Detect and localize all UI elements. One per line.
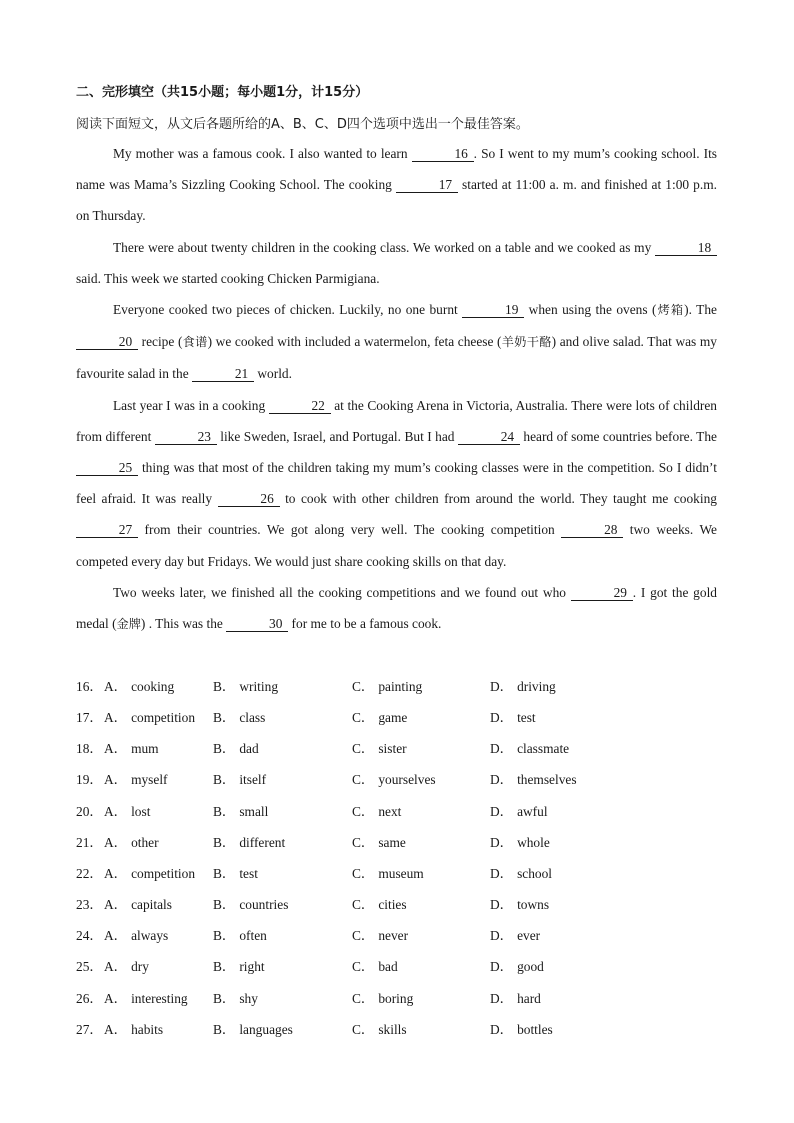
passage-text: said. This week we started cooking Chicken Parmigiana. [76,270,380,286]
option-text: competition [131,710,196,726]
answer-option-c[interactable] [352,894,407,913]
option-text: yourselves [378,772,436,788]
blank-30: 30 [226,617,288,632]
blank-20: 20 [76,335,138,350]
option-label: B． [213,865,236,881]
answer-option-b[interactable] [213,801,268,820]
option-text: small [239,803,269,819]
option-text: never [378,928,409,944]
answer-option-c[interactable] [352,832,406,851]
answer-option-b[interactable] [213,925,267,944]
option-label: D． [490,990,514,1006]
option-text: mum [131,741,159,757]
answer-option-a[interactable] [104,988,188,1007]
option-label: A． [104,1021,128,1037]
option-label: D． [490,772,514,788]
option-text: awful [517,803,548,819]
answer-option-b[interactable] [213,707,265,726]
answer-option-a[interactable] [104,1019,163,1038]
option-label: C． [352,928,375,944]
option-label: D． [490,710,514,726]
option-label: C． [352,1021,375,1037]
passage-text: ) we cooked with included a watermelon, feta cheese ( [207,334,502,350]
question-number: 22． [76,865,103,881]
option-label: A． [104,710,128,726]
option-label: B． [213,1021,236,1037]
option-text: different [239,834,286,850]
question-number: 26． [76,990,103,1006]
passage-text: when using the ovens ( [524,302,657,318]
answer-option-d[interactable] [490,769,577,788]
blank-29: 29 [571,586,633,601]
option-label: D． [490,865,514,881]
passage-text: started at 11:00 a. m. and finished at 1:00 p.m. on Thursday. [76,177,717,224]
answer-option-d[interactable] [490,676,556,695]
question-number: 17． [76,710,103,726]
option-label: C． [352,772,375,788]
option-text: boring [378,990,414,1006]
option-label: A． [104,679,128,694]
passage-text: ) . This was the [140,616,227,632]
instruction: 阅读下面短文，从文后各题所给的A、B、C、D四个选项中选出一个最佳答案。 [76,117,529,132]
passage-text: for me to be a famous cook. [288,616,442,632]
option-label: A． [104,865,128,881]
option-label: C． [352,897,375,913]
passage-text: . So I went to my mum’s cooking school. Its name was Mama’s Sizzling Cooking School. The cooking [76,146,718,193]
option-label: C． [352,959,375,975]
answer-option-c[interactable] [352,1019,407,1038]
passage-text: like Sweden, Israel, and Portugal. But I had [216,428,458,444]
answer-option-b[interactable] [213,769,266,788]
answer-option-a[interactable] [104,738,159,757]
option-text: driving [517,679,556,694]
option-label: D． [490,959,514,975]
answer-option-b[interactable] [213,894,288,913]
option-label: D． [490,928,514,944]
blank-16: 16 [412,147,474,162]
chinese-gloss: 羊奶干酪 [501,335,552,350]
option-text: whole [517,834,550,850]
passage-text: two weeks. We competed every day but Fridays. We would just share cooking skills on that day. [76,522,717,569]
answer-option-a[interactable] [104,769,168,788]
option-label: B． [213,928,236,944]
paragraph-2 [76,232,717,294]
option-text: ever [517,928,541,944]
answer-option-a[interactable] [104,925,168,944]
option-label: B． [213,679,236,694]
answer-option-b[interactable] [213,956,265,975]
passage-text: heard of some countries before. The [519,428,717,444]
answer-option-d[interactable] [490,925,540,944]
answer-option-b[interactable] [213,1019,293,1038]
answer-option-d[interactable] [490,863,552,882]
option-text: other [131,834,159,850]
option-text: habits [131,1021,164,1037]
option-text: myself [131,772,168,788]
option-label: A． [104,990,128,1006]
passage-text: from their countries. We got along very well. The cooking competition [138,522,562,538]
option-label: B． [213,710,236,726]
option-text: interesting [131,990,188,1006]
question-number: 24． [76,928,103,944]
option-text: writing [239,679,279,694]
option-text: bottles [517,1021,553,1037]
answer-option-d[interactable] [490,801,548,820]
question-number: 19． [76,772,103,788]
option-text: right [239,959,265,975]
option-text: next [378,803,402,819]
answer-option-d[interactable] [490,956,544,975]
answer-option-a[interactable] [104,801,150,820]
option-label: C． [352,803,375,819]
option-text: dry [131,959,149,975]
option-text: good [517,959,544,975]
option-label: D． [490,741,514,757]
paragraph-5 [76,577,717,640]
option-label: B． [213,772,236,788]
option-text: test [517,710,536,726]
answer-option-c[interactable] [352,956,398,975]
answer-option-b[interactable] [213,738,259,757]
answer-option-a[interactable] [104,832,159,851]
answer-option-c[interactable] [352,676,422,695]
blank-28: 28 [561,523,623,538]
answer-option-d[interactable] [490,738,569,757]
answer-option-c[interactable] [352,988,413,1007]
option-label: B． [213,741,236,757]
blank-22: 22 [269,399,331,414]
answer-option-c[interactable] [352,863,424,882]
passage-text: There were about twenty children in the cooking class. We worked on a table and we cooked as my [113,239,655,255]
answer-option-b[interactable] [213,988,258,1007]
answer-option-d[interactable] [490,707,536,726]
option-label: A． [104,741,128,757]
option-label: D． [490,679,514,694]
option-text: lost [131,803,151,819]
option-text: same [378,834,406,850]
option-label: B． [213,990,236,1006]
option-label: A． [104,772,128,788]
answer-option-d[interactable] [490,832,550,851]
answer-option-a[interactable] [104,676,174,695]
question-number: 27． [76,1021,103,1037]
option-text: itself [239,772,267,788]
question-number: 25． [76,959,103,975]
option-label: C． [352,741,375,757]
option-label: C． [352,679,375,694]
answer-option-a[interactable] [104,707,195,726]
question-number: 18． [76,741,103,757]
question-number: 20． [76,803,103,819]
option-label: C． [352,710,375,726]
option-text: themselves [517,772,577,788]
blank-19: 19 [462,303,524,318]
option-text: cooking [131,679,175,694]
option-text: capitals [131,897,172,913]
passage-text: to cook with other children from around the world. They taught me cooking [279,491,717,507]
option-text: shy [239,990,258,1006]
option-label: A． [104,959,128,975]
option-label: A． [104,803,128,819]
option-label: B． [213,897,236,913]
passage-text: Last year I was in a cooking [113,397,269,413]
paragraph-1 [76,138,717,232]
option-label: A． [104,834,128,850]
question-number: 23． [76,897,103,913]
option-text: test [239,865,258,881]
option-label: C． [352,834,375,850]
blank-24: 24 [458,430,520,445]
answer-option-b[interactable] [213,832,285,851]
paragraph-4 [76,390,717,577]
answer-option-d[interactable] [490,1019,553,1038]
option-label: D． [490,897,514,913]
answer-option-a[interactable] [104,956,149,975]
question-number: 21． [76,834,103,850]
option-text: languages [239,1021,293,1037]
option-text: competition [131,865,196,881]
answer-option-b[interactable] [213,676,278,695]
paragraph-3 [76,294,717,390]
option-text: countries [239,897,289,913]
passage-text: Everyone cooked two pieces of chicken. Luckily, no one burnt [113,302,463,318]
option-text: sister [378,741,407,757]
blank-21: 21 [192,367,254,382]
chinese-gloss: 烤箱 [656,303,685,318]
passage-text: ). The [684,302,717,318]
option-label: B． [213,834,236,850]
chinese-gloss: 食谱 [182,335,208,350]
answer-option-d[interactable] [490,894,549,913]
blank-17: 17 [396,178,458,193]
blank-25: 25 [76,461,138,476]
option-label: C． [352,865,375,881]
answer-option-b[interactable] [213,863,258,882]
option-text: museum [378,865,424,881]
blank-27: 27 [76,523,138,538]
option-text: towns [517,897,550,913]
option-text: hard [517,990,541,1006]
option-label: A． [104,897,128,913]
option-label: B． [213,959,236,975]
option-text: cities [378,897,407,913]
answer-option-a[interactable] [104,863,195,882]
blank-18: 18 [655,241,717,256]
passage-text: ) and olive salad. That was my favourite salad in the [76,334,717,382]
option-label: C． [352,990,375,1006]
passage-text: Two weeks later, we finished all the cooking competitions and we found out who [113,584,571,600]
passage [76,138,717,640]
question-number: 16． [76,679,103,694]
chinese-gloss: 金牌 [116,617,141,632]
passage-text: at the Cooking Arena in Victoria, Australia. There were lots of children from different [76,397,717,444]
option-text: game [378,710,408,726]
passage-text: recipe ( [138,334,183,350]
answer-option-a[interactable] [104,894,172,913]
option-text: class [239,710,266,726]
passage-text: My mother was a famous cook. I also wanted to learn [113,146,412,161]
answer-option-d[interactable] [490,988,541,1007]
passage-text: world. [254,366,292,382]
option-label: D． [490,1021,514,1037]
answer-option-c[interactable] [352,707,407,726]
passage-text: thing was that most of the children taking my mum’s cooking classes were in the competition. So I didn’t feel afraid. It was really [76,460,717,507]
option-text: often [239,928,267,944]
option-label: A． [104,928,128,944]
option-text: painting [378,679,423,694]
option-text: classmate [517,741,570,757]
answer-option-c[interactable] [352,801,401,820]
answer-option-c[interactable] [352,738,407,757]
option-label: D． [490,834,514,850]
option-text: school [517,865,553,881]
passage-text: . I got the gold medal ( [76,584,717,632]
blank-26: 26 [218,492,280,507]
option-text: always [131,928,169,944]
option-text: skills [378,1021,407,1037]
blank-23: 23 [155,430,217,445]
answer-option-c[interactable] [352,769,436,788]
section-title: 二、完形填空（共15小题；每小题1分，计15分） [76,85,369,100]
option-text: bad [378,959,398,975]
answer-option-c[interactable] [352,925,408,944]
option-label: B． [213,803,236,819]
option-text: dad [239,741,259,757]
option-label: D． [490,803,514,819]
